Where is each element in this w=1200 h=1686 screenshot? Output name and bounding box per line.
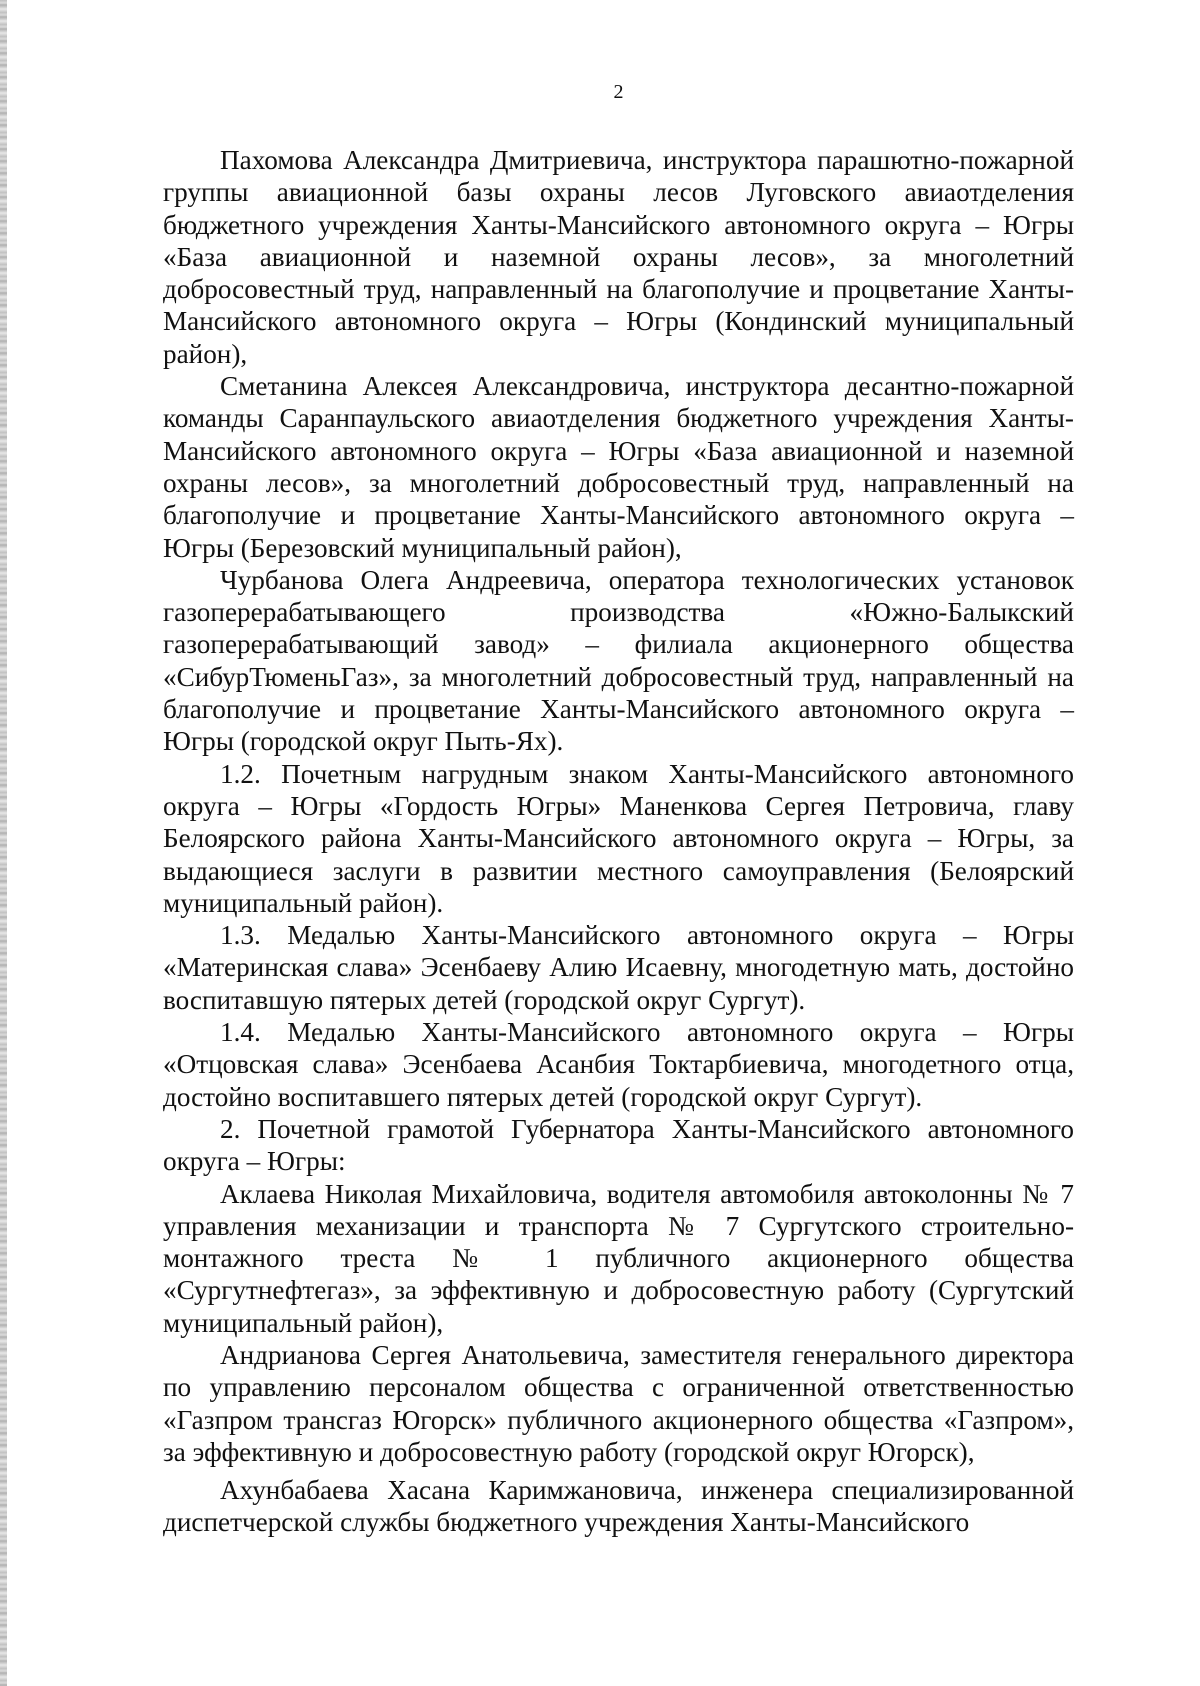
paragraph-1-4: 1.4. Медалью Ханты-Мансийского автономного округа – Югры «Отцовская слава» Эсенбаева Асанбия Токтарбиевича, многодетного отца, достойно воспитавшего пятерых детей (городской округ Сургут). — [163, 1017, 1074, 1112]
page-number: 2 — [613, 81, 624, 103]
paragraph-pakhomov: Пахомова Александра Дмитриевича, инструктора парашютно-пожарной группы авиационной базы охраны лесов Луговского авиаотделения бюджетного учреждения Ханты-Мансийского автономного округа – Югры «База авиационной и наземной охраны лесов», за многолетний добросовестный труд, направленный на благополучие и процветание Ханты-Мансийского автономного округа – Югры (Кондинский муниципальный район), — [163, 145, 1074, 369]
document-body — [163, 144, 1074, 1539]
scan-edge-shadow — [0, 0, 7, 1686]
paragraph-andrianov: Андрианова Сергея Анатольевича, заместителя генерального директора по управлению персоналом общества с ограниченной ответственностью «Газпром трансгаз Югорск» публичного акционерного общества «Газпром», за эффективную и добросовестную работу (городской округ Югорск), — [163, 1339, 1074, 1467]
paragraph-2: 2. Почетной грамотой Губернатора Ханты-Мансийского автономного округа – Югры: — [163, 1113, 1074, 1177]
paragraph-1-2: 1.2. Почетным нагрудным знаком Ханты-Мансийского автономного округа – Югры «Гордость Югры» Маненкова Сергея Петровича, главу Белоярского района Ханты-Мансийского автономного округа – Югры, за выдающиеся заслуги в развитии местного самоуправления (Белоярский муниципальный район). — [163, 758, 1074, 918]
paragraph-akhunbabaev: Ахунбабаева Хасана Каримжановича, инженера специализированной диспетчерской службы бюджетного учреждения Ханты-Мансийского — [163, 1475, 1074, 1538]
paragraph-1-3: 1.3. Медалью Ханты-Мансийского автономного округа – Югры «Материнская слава» Эсенбаеву Алию Исаевну, многодетную мать, достойно воспитавшую пятерых детей (городской округ Сургут). — [163, 920, 1074, 1015]
paragraph-smetanin: Сметанина Алексея Александровича, инструктора десантно-пожарной команды Саранпаульского авиаотделения бюджетного учреждения Ханты-Мансийского автономного округа – Югры «База авиационной и наземной охраны лесов», за многолетний добросовестный труд, направленный на благополучие и процветание Ханты-Мансийского автономного округа – Югры (Березовский муниципальный район), — [163, 371, 1074, 563]
paragraph-churbanov: Чурбанова Олега Андреевича, оператора технологических установок газоперерабатывающего производства «Южно-Балыкский газоперерабатывающий завод» – филиала акционерного общества «СибурТюменьГаз», за многолетний добросовестный труд, направленный на благополучие и процветание Ханты-Мансийского автономного округа – Югры (городской округ Пыть-Ях). — [163, 564, 1074, 757]
paragraph-aklaev: Аклаева Николая Михайловича, водителя автомобиля автоколонны № 7 управления механизации и транспорта № 7 Сургутского строительно-монтажного треста № 1 публичного акционерного общества «Сургутнефтегаз», за эффективную и добросовестную работу (Сургутский муниципальный район), — [163, 1178, 1074, 1338]
